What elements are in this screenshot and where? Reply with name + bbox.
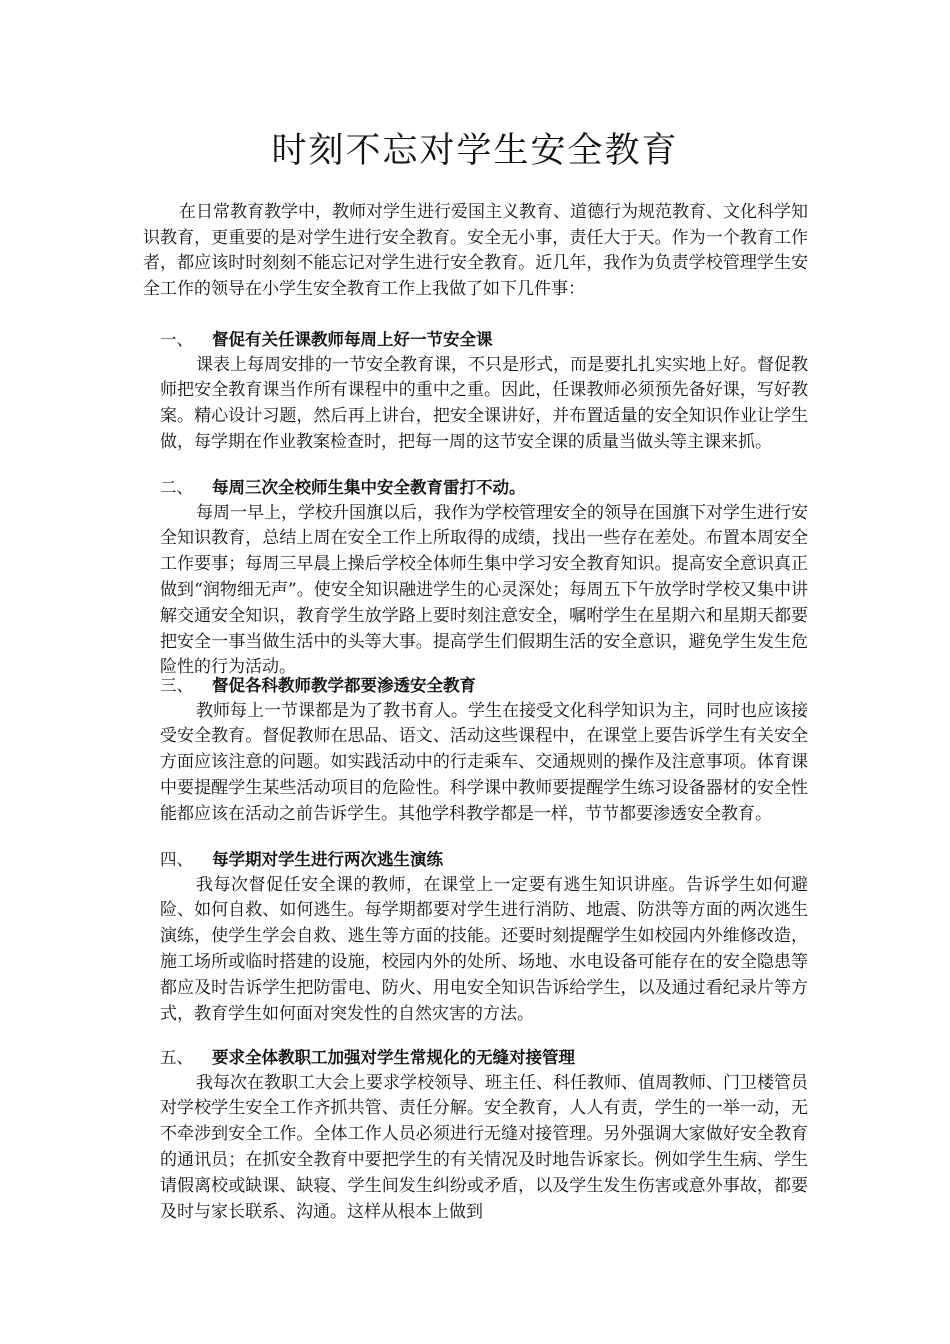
section-body: 教师每上一节课都是为了教书育人。学生在接受文化科学知识为主，同时也应该接受安全教育。督促教师在思品、语文、活动这些课程中，在课堂上要告诉学生有关安全方面应该注意的问题。如实践活动中的行走乘车、交通规则的操作及注意事项。体育课中要提醒学生某些活动项目的危险性。科学课中教师要提醒学生练习设备器材的安全性能都应该在活动之前告诉学生。其他学科教学都是一样，节节都要渗透安全教育。 (160, 700, 808, 824)
section-heading-text: 督促各科教师教学都要渗透安全教育 (212, 676, 476, 695)
section-heading-text: 要求全体教职工加强对学生常规化的无缝对接管理 (212, 1048, 575, 1067)
document-title: 时刻不忘对学生安全教育 (271, 131, 679, 171)
section-4 (160, 847, 808, 1027)
section-number: 一、 (160, 330, 193, 349)
section-2 (160, 475, 808, 681)
section-number: 三、 (160, 676, 193, 695)
section-heading (160, 475, 808, 501)
section-heading (160, 1045, 808, 1071)
section-number: 四、 (160, 850, 193, 869)
section-heading-text: 每学期对学生进行两次逃生演练 (212, 850, 443, 869)
section-3 (160, 673, 808, 828)
section-5 (160, 1045, 808, 1225)
section-body: 我每次在教职工大会上要求学校领导、班主任、科任教师、值周教师、门卫楼管员对学校学生安全工作齐抓共管、责任分解。安全教育，人人有责，学生的一举一动，无不牵涉到安全工作。全体工作人员必须进行无缝对接管理。另外强调大家做好安全教育的通讯员；在抓安全教育中要把学生的有关情况及时地告诉家长。例如学生生病、学生请假离校或缺课、缺寝、学生间发生纠纷或矛盾，以及学生发生伤害或意外事故，都要及时与家长联系、沟通。这样从根本上做到 (160, 1072, 808, 1222)
section-1 (160, 327, 808, 456)
section-heading-text: 督促有关任课教师每周上好一节安全课 (212, 330, 493, 349)
section-body: 每周一早上，学校升国旗以后，我作为学校管理安全的领导在国旗下对学生进行安全知识教育，总结上周在安全工作上所取得的成绩，找出一些存在差处。布置本周安全工作要事；每周三早晨上操后学校全体师生集中学习安全教育知识。提高安全意识真正做到“润物细无声”。使安全知识融进学生的心灵深处；每周五下午放学时学校又集中讲解交通安全知识，教育学生放学路上要时刻注意安全，嘱咐学生在星期六和星期天都要把安全一事当做生活中的头等大事。提高学生们假期生活的安全意识，避免学生发生危险性的行为活动。 (160, 502, 808, 678)
section-body: 课表上每周安排的一节安全教育课，不只是形式，而是要扎扎实实地上好。督促教师把安全教育课当作所有课程中的重中之重。因此，任课教师必须预先备好课，写好教案。精心设计习题，然后再上讲台，把安全课讲好，并布置适量的安全知识作业让学生做，每学期在作业教案检查时，把每一周的这节安全课的质量当做头等主课来抓。 (160, 354, 808, 452)
section-heading (160, 847, 808, 873)
section-heading (160, 327, 808, 353)
section-number: 二、 (160, 478, 193, 497)
section-number: 五、 (160, 1048, 193, 1067)
section-body: 我每次督促任安全课的教师，在课堂上一定要有逃生知识讲座。告诉学生如何避险、如何自救、如何逃生。每学期都要对学生进行消防、地震、防洪等方面的两次逃生演练，使学生学会自救、逃生等方面的技能。还要时刻提醒学生如校园内外维修改造，施工场所或临时搭建的设施，校园内外的处所、场地、水电设备可能存在的安全隐患等都应及时告诉学生把防雷电、防火、用电安全知识告诉给学生，以及通过看纪录片等方式，教育学生如何面对突发性的自然灾害的方法。 (160, 874, 808, 1024)
section-heading-text: 每周三次全校师生集中安全教育雷打不动。 (212, 478, 526, 497)
section-heading (160, 673, 808, 699)
intro-paragraph: 在日常教育教学中，教师对学生进行爱国主义教育、道德行为规范教育、文化科学知识教育，更重要的是对学生进行安全教育。安全无小事，责任大于天。作为一个教育工作者，都应该时时刻刻不能忘记对学生进行安全教育。近几年，我作为负责学校管理学生安全工作的领导在小学生安全教育工作上我做了如下几件事： (143, 202, 808, 299)
